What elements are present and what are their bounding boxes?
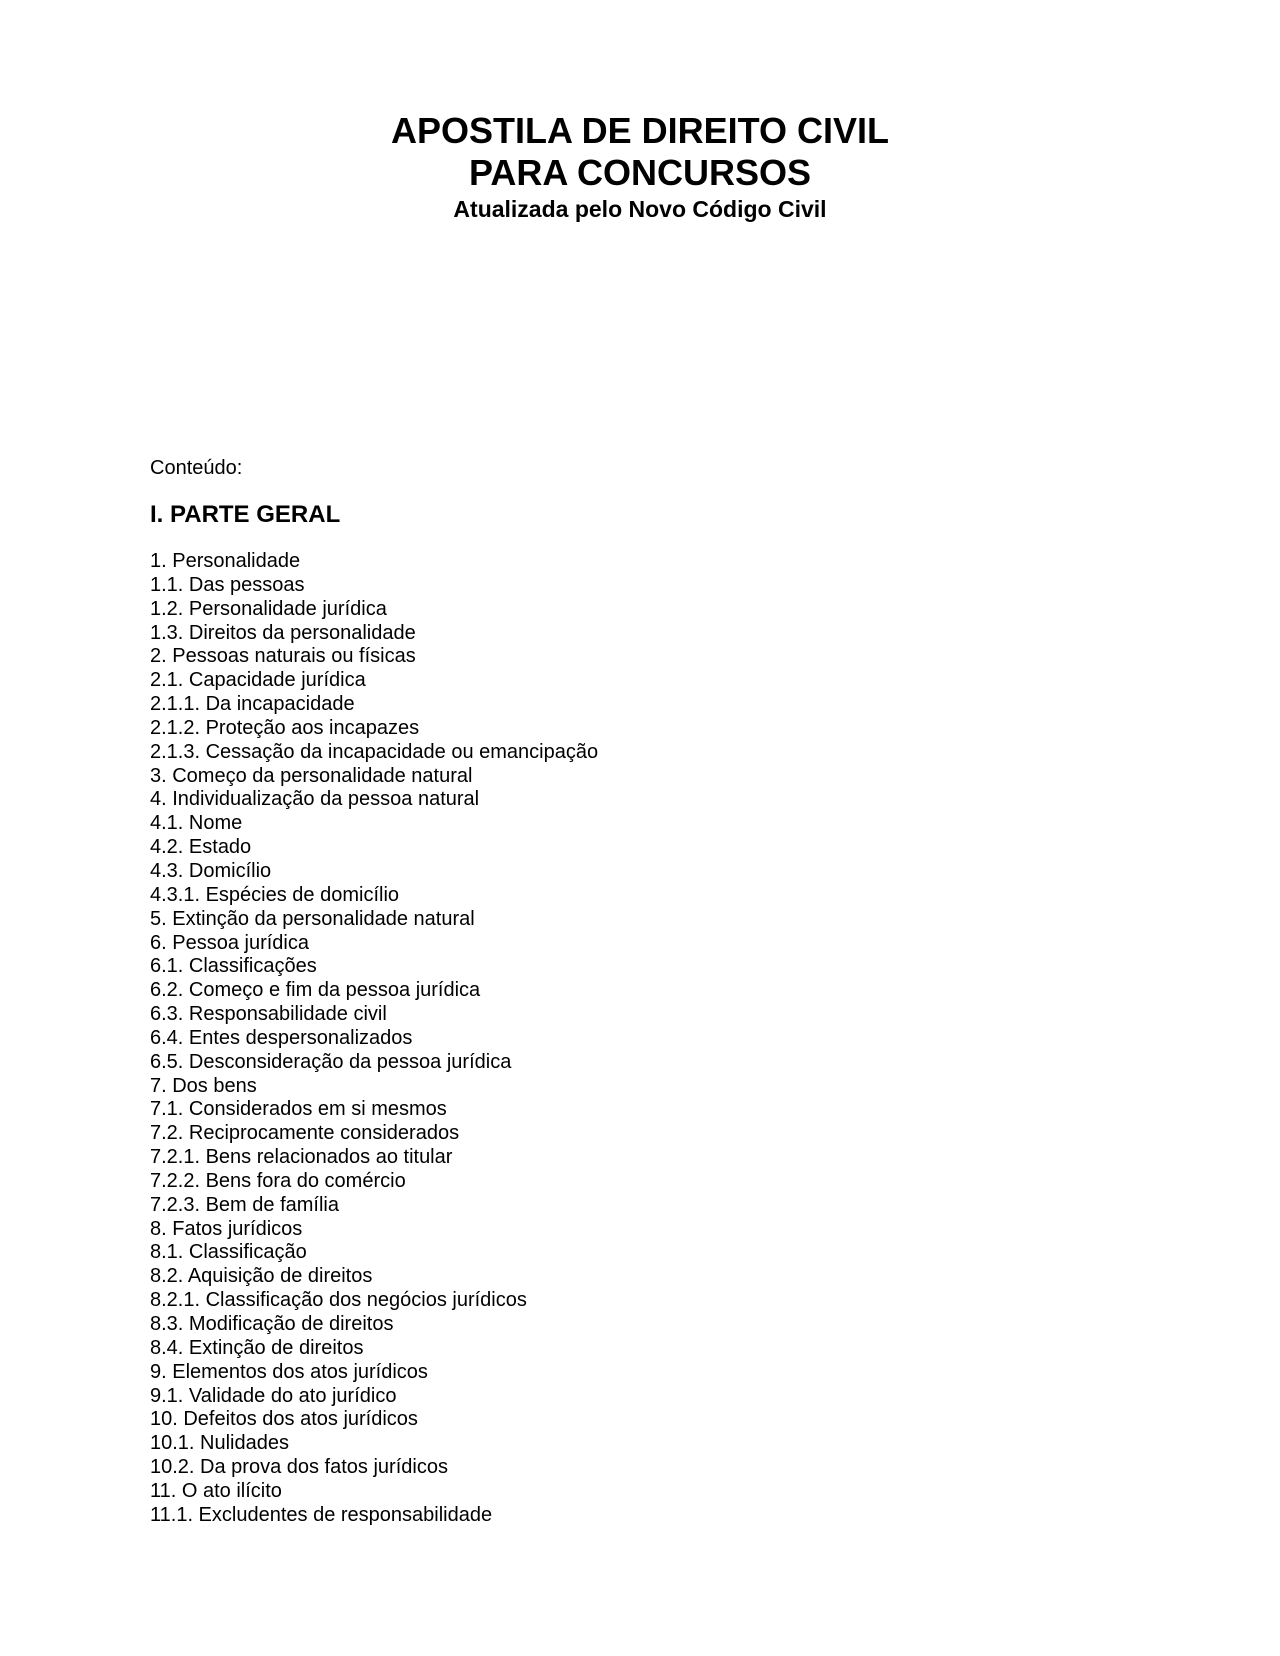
toc-item: 8. Fatos jurídicos	[150, 1217, 303, 1240]
document-title-line-1: APOSTILA DE DIREITO CIVIL	[390, 110, 890, 151]
toc-item: 3. Começo da personalidade natural	[150, 764, 473, 787]
toc-item: 6.1. Classificações	[150, 955, 317, 978]
toc-item: 2.1.2. Proteção aos incapazes	[150, 716, 420, 739]
toc-item: 10.2. Da prova dos fatos jurídicos	[150, 1456, 448, 1479]
toc-item: 1.3. Direitos da personalidade	[150, 621, 416, 644]
section-heading: I. PARTE GERAL	[150, 501, 341, 528]
toc-item: 4. Individualização da pessoa natural	[150, 788, 480, 811]
toc-item: 7.1. Considerados em si mesmos	[150, 1098, 447, 1121]
toc-item: 2.1. Capacidade jurídica	[150, 669, 366, 692]
toc-item: 5. Extinção da personalidade natural	[150, 907, 475, 930]
toc-item: 8.2. Aquisição de direitos	[150, 1265, 373, 1288]
document-subtitle: Atualizada pelo Novo Código Civil	[453, 196, 827, 222]
toc-item: 10. Defeitos dos atos jurídicos	[150, 1408, 418, 1431]
toc-item: 11. O ato ilícito	[150, 1479, 282, 1502]
document-title-line-2: PARA CONCURSOS	[468, 152, 812, 193]
toc-item: 11.1. Excludentes de responsabilidade	[150, 1503, 493, 1526]
toc-item: 8.2.1. Classificação dos negócios jurídicos	[150, 1289, 527, 1312]
contents-label: Conteúdo:	[150, 457, 243, 479]
toc-item: 7. Dos bens	[150, 1074, 257, 1097]
toc-item: 9. Elementos dos atos jurídicos	[150, 1360, 428, 1383]
toc-item: 1. Personalidade	[150, 550, 301, 572]
toc-item: 9.1. Validade do ato jurídico	[150, 1384, 397, 1407]
toc-item: 2.1.3. Cessação da incapacidade ou emancipação	[150, 740, 599, 763]
toc-item: 4.3. Domicílio	[150, 859, 272, 882]
toc-item: 6.4. Entes despersonalizados	[150, 1026, 413, 1049]
toc-item: 1.2. Personalidade jurídica	[150, 597, 387, 620]
toc-item: 2. Pessoas naturais ou físicas	[150, 645, 416, 668]
toc-item: 6.5. Desconsideração da pessoa jurídica	[150, 1050, 512, 1073]
toc-item: 4.2. Estado	[150, 836, 252, 859]
toc-item: 4.3.1. Espécies de domicílio	[150, 883, 400, 906]
toc-item: 8.1. Classificação	[150, 1241, 307, 1264]
toc-item: 7.2.3. Bem de família	[150, 1193, 339, 1216]
table-of-contents	[150, 550, 598, 1528]
toc-item: 8.4. Extinção de direitos	[150, 1336, 364, 1359]
toc-item: 6.2. Começo e fim da pessoa jurídica	[150, 979, 481, 1002]
toc-item: 6.3. Responsabilidade civil	[150, 1003, 387, 1026]
toc-item: 4.1. Nome	[150, 812, 243, 835]
title-block	[0, 110, 1280, 224]
toc-item: 7.2.1. Bens relacionados ao titular	[150, 1146, 453, 1169]
toc-item: 1.1. Das pessoas	[150, 573, 305, 596]
toc-item: 2.1.1. Da incapacidade	[150, 693, 355, 716]
toc-item: 8.3. Modificação de direitos	[150, 1313, 394, 1335]
toc-item: 7.2.2. Bens fora do comércio	[150, 1169, 406, 1192]
toc-item: 10.1. Nulidades	[150, 1432, 289, 1455]
toc-item: 6. Pessoa jurídica	[150, 931, 309, 954]
toc-item: 7.2. Reciprocamente considerados	[150, 1122, 460, 1145]
